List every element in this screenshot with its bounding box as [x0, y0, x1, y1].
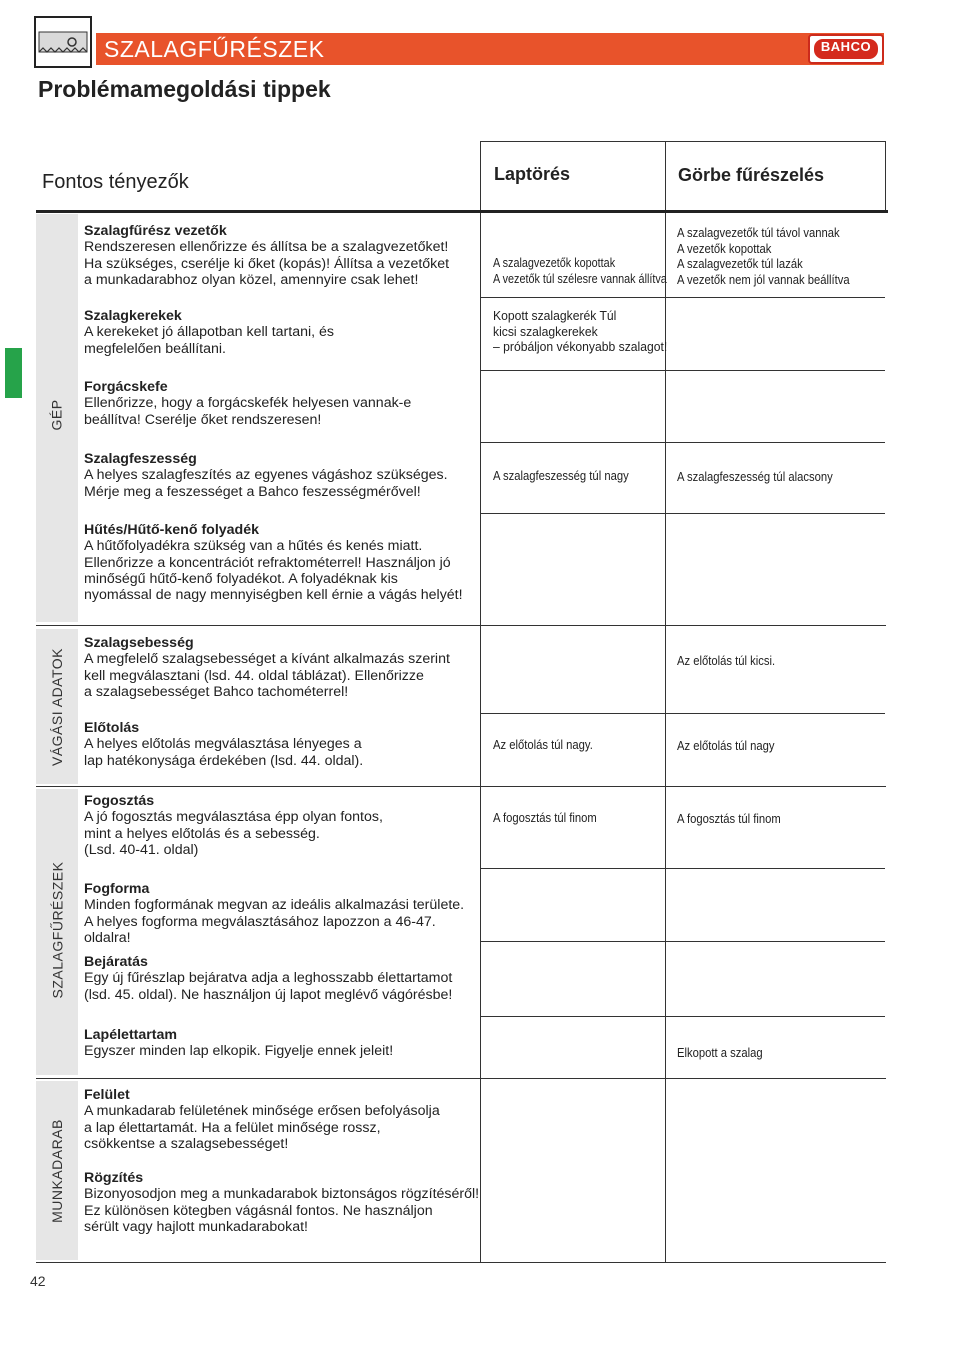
curved-cut-cell: Az előtolás túl kicsi. [677, 654, 776, 668]
row-divider [480, 513, 885, 514]
factor-band-wheels: Szalagkerekek A kerekeket jó állapotban kell tartani, és megfelelően beállítani. [84, 308, 335, 357]
bahco-logo [808, 34, 884, 64]
section-label-gep: GÉP [48, 399, 65, 431]
row-divider [480, 442, 885, 443]
row-divider [480, 868, 885, 869]
green-section-marker [5, 348, 22, 398]
factor-chip-brush: Forgácskefe Ellenőrizze, hogy a forgácskefék helyesen vannak-e beállítva! Cserélje őket rendszeresen! [84, 379, 412, 428]
factor-band-speed: Szalagsebesség A megfelelő szalagsebességet a kívánt alkalmazás szerint kell megválasztani (lsd. 44. oldal táblázat). Ellenőrizze a szalagsebességet Bahco tachométerrel! [84, 635, 450, 700]
curved-cut-cell: Elkopott a szalag [677, 1046, 763, 1060]
factor-clamping: Rögzítés Bizonyosodjon meg a munkadarabok biztonságos rögzítéséről! Ez különösen kötegben vágásnál fontos. Ne használjon sérült vagy hajlott munkadarabokat! [84, 1170, 480, 1235]
blade-break-cell: A szalagvezetők kopottak A vezetők túl szélesre vannak állítva [493, 256, 667, 286]
section-divider [36, 625, 886, 626]
section-divider [36, 786, 886, 787]
blade-break-cell: Kopott szalagkerék Túl kicsi szalagkerekek – próbáljon vékonyabb szalagot! [493, 309, 668, 355]
table-bottom-rule [36, 1262, 886, 1263]
header-bottom-rule [36, 210, 888, 213]
blade-break-cell: A fogosztás túl finom [493, 811, 597, 825]
header-top-rule [480, 141, 886, 142]
section-label-vagasi-adatok: VÁGÁSI ADATOK [49, 647, 65, 766]
factor-tooth-pitch: Fogosztás A jó fogosztás megválasztása épp olyan fontos, mint a helyes előtolás és a sebesség. (Lsd. 40-41. oldal) [84, 793, 383, 858]
factor-band-tension: Szalagfeszesség A helyes szalagfeszítés az egyenes vágáshoz szükséges. Mérje meg a feszességet a Bahco feszességmérővel! [84, 451, 448, 500]
curved-cut-cell: A szalagvezetők túl távol vannak A vezetők kopottak A szalagvezetők túl lazák A vezetők nem jól vannak beállítva [677, 226, 850, 287]
section-label-szalagfureszek: SZALAGFŰRÉSZEK [49, 861, 66, 999]
section-divider [36, 1078, 886, 1079]
factor-run-in: Bejáratás Egy új fűrészlap bejáratva adja a leghosszabb élettartamot (lsd. 45. oldal). Ne használjon új lapot meglévő vágórésbe! [84, 954, 453, 1003]
row-divider [480, 370, 885, 371]
factor-blade-guides: Szalagfűrész vezetők Rendszeresen ellenőrizze és állítsa be a szalagvezetőket! Ha szükséges, cserélje ki őket (kopás)! Állítsa a vezetőket a munkadarabhoz olyan közel, amennyire csak lehet! [84, 223, 450, 288]
factor-coolant: Hűtés/Hűtő-kenő folyadék A hűtőfolyadékra szükség van a hűtés és kenés miatt. Ellenőrizze a koncentrációt refraktométerrel! Használjon jó minőségű hűtő-kenő folyadékot. A folyadéknak kis nyomással de nagy mennyiségben kell érnie a vágás helyét! [84, 522, 463, 604]
factor-feed: Előtolás A helyes előtolás megválasztása lényeges a lap hatékonysága érdekében (lsd. 44. oldal). [84, 720, 364, 769]
row-divider [480, 941, 885, 942]
blade-break-cell: Az előtolás túl nagy. [493, 738, 593, 752]
blade-break-cell: A szalagfeszesség túl nagy [493, 469, 629, 483]
factor-blade-life: Lapélettartam Egyszer minden lap elkopik. Figyelje ennek jeleit! [84, 1027, 394, 1060]
column-divider-right [885, 141, 886, 212]
curved-cut-cell: Az előtolás túl nagy [677, 739, 775, 753]
logo-wordmark: BAHCO [820, 39, 872, 54]
header-title: SZALAGFŰRÉSZEK [104, 36, 325, 62]
curved-cut-cell: A szalagfeszesség túl alacsony [677, 470, 833, 484]
page-number: 42 [30, 1273, 46, 1289]
row-divider [480, 1016, 885, 1017]
row-divider [480, 713, 885, 714]
curved-cut-cell: A fogosztás túl finom [677, 812, 781, 826]
band-saw-blade-icon [34, 16, 92, 68]
page-subtitle: Problémamegoldási tippek [38, 76, 331, 102]
section-label-munkadarab: MUNKADARAB [49, 1118, 66, 1223]
row-divider [480, 297, 885, 298]
factor-surface: Felület A munkadarab felületének minősége erősen befolyásolja a lap élettartamát. Ha a felület minősége rossz, csökkentse a szalagsebességet! [84, 1087, 440, 1152]
column-header-blade-break: Laptörés [494, 164, 571, 184]
factor-tooth-form: Fogforma Minden fogformának megvan az ideális alkalmazási területe. A helyes fogforma megválasztásához lapozzon a 46-47. oldalra! [84, 881, 465, 946]
column-header-curved-cut: Görbe fűrészelés [678, 165, 825, 185]
column-header-factors: Fontos tényezők [42, 171, 189, 193]
